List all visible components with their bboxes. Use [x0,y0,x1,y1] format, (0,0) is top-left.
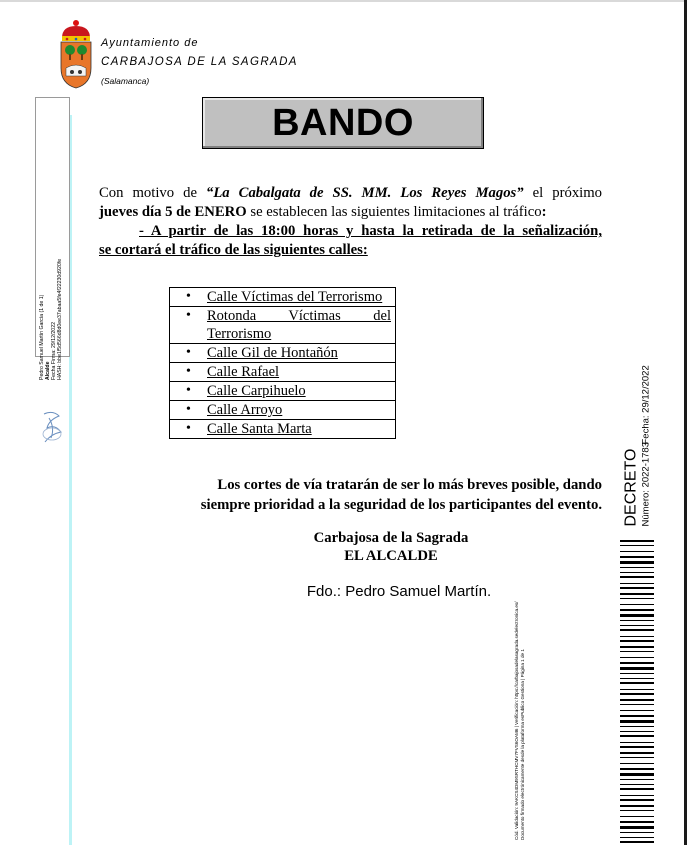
event-name: “La Cabalgata de SS. MM. Los Reyes Magos” [205,185,524,201]
verification-line-1: Cód. Validación: 9AKCS4DM9SRTHCMV7FVS6OAM6 | Verificación: https://carbajosadelasagrada.sedelectronica.es/ [514,601,519,840]
intro-text-2: el próximo [523,185,603,201]
restriction-line-1 [99,222,602,241]
signed-by: Fdo.: Pedro Samuel Martín. [306,583,492,600]
street-name: Calle Santa Marta [207,420,396,439]
list-item [170,363,396,382]
decree-number: Número: 2022-1783 [640,442,652,527]
closing-line-1: Los cortes de vía tratarán de ser lo más breves posible, dando [217,477,602,493]
bullet-icon: • [170,401,208,420]
header-province: (Salamanca) [101,76,150,86]
street-name: Calle Víctimas del Terrorismo [207,288,396,307]
decree-date: Fecha: 29/12/2022 [640,365,652,445]
coat-of-arms-icon [58,18,94,90]
decree-stamp [622,365,653,530]
street-name: Calle Gil de Hontañón [207,344,396,363]
street-name: Calle Rafael [207,363,396,382]
header-town-name: CARBAJOSA DE LA SAGRADA [101,56,298,68]
list-item [170,344,396,363]
signature-line-3: Fecha Firma: 29/12/2022 [51,322,57,380]
street-name: Calle Carpihuelo [207,382,396,401]
event-date: jueves día 5 de ENERO [99,204,247,220]
closing-line-2: siempre prioridad a la seguridad de los participantes del evento. [200,497,602,513]
signoff-block [232,529,550,565]
bullet-icon: • [170,344,208,363]
bullet-icon: • [170,420,208,439]
intro-colon: : [541,204,547,220]
page-title: BANDO [202,97,484,149]
list-item [170,401,396,420]
page-top-edge [0,0,687,2]
restriction-line-2: se cortará el tráfico de las siguientes calles: [99,242,368,258]
street-name: Calle Arroyo [207,401,396,420]
barcode-icon [620,540,654,845]
bullet-icon: • [170,382,208,401]
restriction-text-1: - A partir de las 18:00 horas y hasta la retirada de la señalización, [139,223,602,239]
bullet-icon: • [170,307,208,344]
closing-paragraph [140,475,602,515]
intro-text: Con motivo de [99,185,206,201]
verification-line-2: Documento firmado electrónicamente desde la plataforma esPublico Gestiona | Página 1 de 1 [520,649,525,840]
signoff-role: EL ALCALDE [344,548,438,564]
intro-text-3: se establecen las siguientes limitaciones al tráfico [246,204,542,220]
list-item [170,382,396,401]
signature-box [35,97,70,380]
intro-paragraph-line-1 [99,184,602,203]
list-item [170,288,396,307]
bullet-icon: • [170,363,208,382]
list-item [170,420,396,439]
intro-paragraph-line-2 [99,203,602,222]
signature-line-4: HASH: bbe1f5d566d8d0ee37abaa5fe4f22230d920fe [57,258,63,380]
signature-line-2: Alcalde [45,361,51,380]
signature-details [38,180,70,390]
signature-stamp-icon [39,408,65,448]
signature-line-1: Pedro Samuel Martín García (1 de 1) [39,294,45,380]
list-item [170,307,396,344]
verification-text [514,540,670,840]
signoff-place: Carbajosa de la Sagrada [313,530,469,546]
bullet-icon: • [170,288,208,307]
header-ayuntamiento: Ayuntamiento de [101,37,199,49]
streets-list [169,287,396,439]
street-name: Rotonda Víctimas del Terrorismo [207,307,396,344]
decree-label: DECRETO [622,448,640,527]
